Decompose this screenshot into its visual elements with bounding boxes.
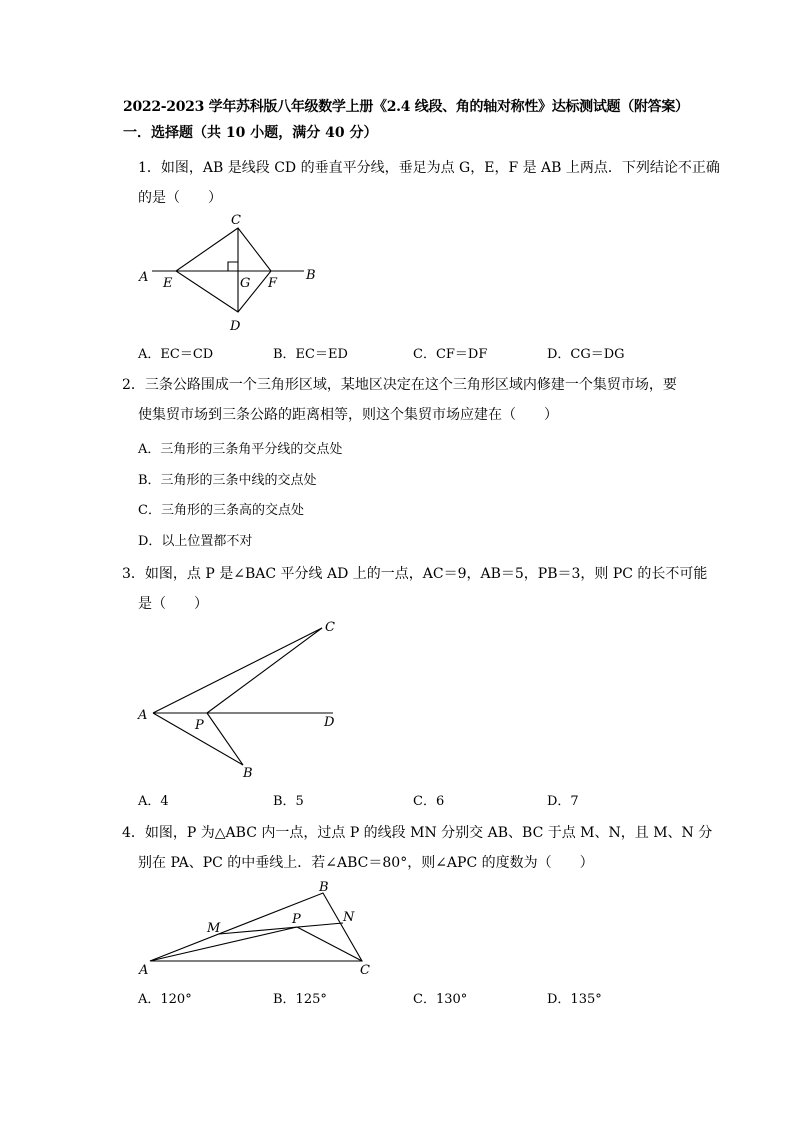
label-a: A xyxy=(139,963,149,978)
question-1-option-b: B．EC＝ED xyxy=(273,347,348,362)
question-1-line-2: 的是（ ） xyxy=(138,190,222,206)
question-2-option-d: D．以上位置都不对 xyxy=(138,534,253,549)
question-4-option-d: D．135° xyxy=(547,992,602,1007)
right-angle-mark xyxy=(228,262,238,271)
question-2-line-1: 2．三条公路围成一个三角形区域，某地区决定在这个三角形区域内修建一个集贸市场，要 xyxy=(122,377,677,393)
segment-pb xyxy=(207,713,243,765)
question-3-option-c: C．6 xyxy=(413,794,445,809)
question-1-figure xyxy=(130,205,330,340)
question-3-figure xyxy=(130,615,350,785)
label-p: P xyxy=(292,912,301,927)
label-f: F xyxy=(268,276,278,291)
section-heading: 一．选择题（共 10 小题，满分 40 分） xyxy=(123,125,378,141)
label-a: A xyxy=(138,708,148,723)
label-b: B xyxy=(243,766,253,781)
question-1-option-c: C．CF＝DF xyxy=(413,347,488,362)
quadrilateral-ecfd xyxy=(176,228,271,312)
label-c: C xyxy=(231,213,241,228)
question-2-option-a: A．三角形的三条角平分线的交点处 xyxy=(138,442,343,457)
label-n: N xyxy=(343,910,355,925)
question-4-option-a: A．120° xyxy=(138,992,192,1007)
segment-ac xyxy=(153,628,322,713)
label-d: D xyxy=(230,319,241,334)
segment-mn xyxy=(219,923,343,934)
question-4-option-b: B．125° xyxy=(273,992,327,1007)
question-2-option-c: C．三角形的三条高的交点处 xyxy=(138,503,304,518)
question-1-option-a: A．EC＝CD xyxy=(138,347,214,362)
label-c: C xyxy=(325,620,335,635)
question-1-option-d: D．CG＝DG xyxy=(547,347,625,362)
question-3-line-1: 3．如图，点 P 是∠BAC 平分线 AD 上的一点，AC＝9，AB＝5，PB＝3，则 PC 的长不可能 xyxy=(122,566,708,582)
question-4-line-1: 4．如图，P 为△ABC 内一点，过点 P 的线段 MN 分别交 AB、BC 于点 M、N，且 M、N 分 xyxy=(122,825,713,841)
label-e: E xyxy=(163,276,173,291)
label-m: M xyxy=(207,921,221,936)
question-1-line-1: 1．如图，AB 是线段 CD 的垂直平分线，垂足为点 G，E，F 是 AB 上两点．下列结论不正确 xyxy=(138,160,720,176)
question-4-figure xyxy=(130,872,380,980)
segment-pc xyxy=(207,628,322,713)
question-4-option-c: C．130° xyxy=(413,992,468,1007)
label-a: A xyxy=(139,270,149,285)
question-2-option-b: B．三角形的三条中线的交点处 xyxy=(138,473,317,488)
question-3-option-a: A．4 xyxy=(138,794,169,809)
question-3-option-d: D．7 xyxy=(547,794,579,809)
page-title: 2022-2023 学年苏科版八年级数学上册《2.4 线段、角的轴对称性》达标测试题（附答案） xyxy=(123,99,689,115)
triangle-abc xyxy=(150,893,362,961)
question-2-line-2: 使集贸市场到三条公路的距离相等，则这个集贸市场应建在（ ） xyxy=(138,407,558,423)
question-3-option-b: B．5 xyxy=(273,794,304,809)
label-p: P xyxy=(195,718,204,733)
label-b: B xyxy=(319,880,329,895)
question-4-line-2: 别在 PA、PC 的中垂线上．若∠ABC＝80°，则∠APC 的度数为（ ） xyxy=(138,855,594,871)
label-d: D xyxy=(324,715,335,730)
label-c: C xyxy=(360,963,370,978)
label-b: B xyxy=(306,268,316,283)
question-3-line-2: 是（ ） xyxy=(138,596,208,612)
label-g: G xyxy=(240,276,251,291)
